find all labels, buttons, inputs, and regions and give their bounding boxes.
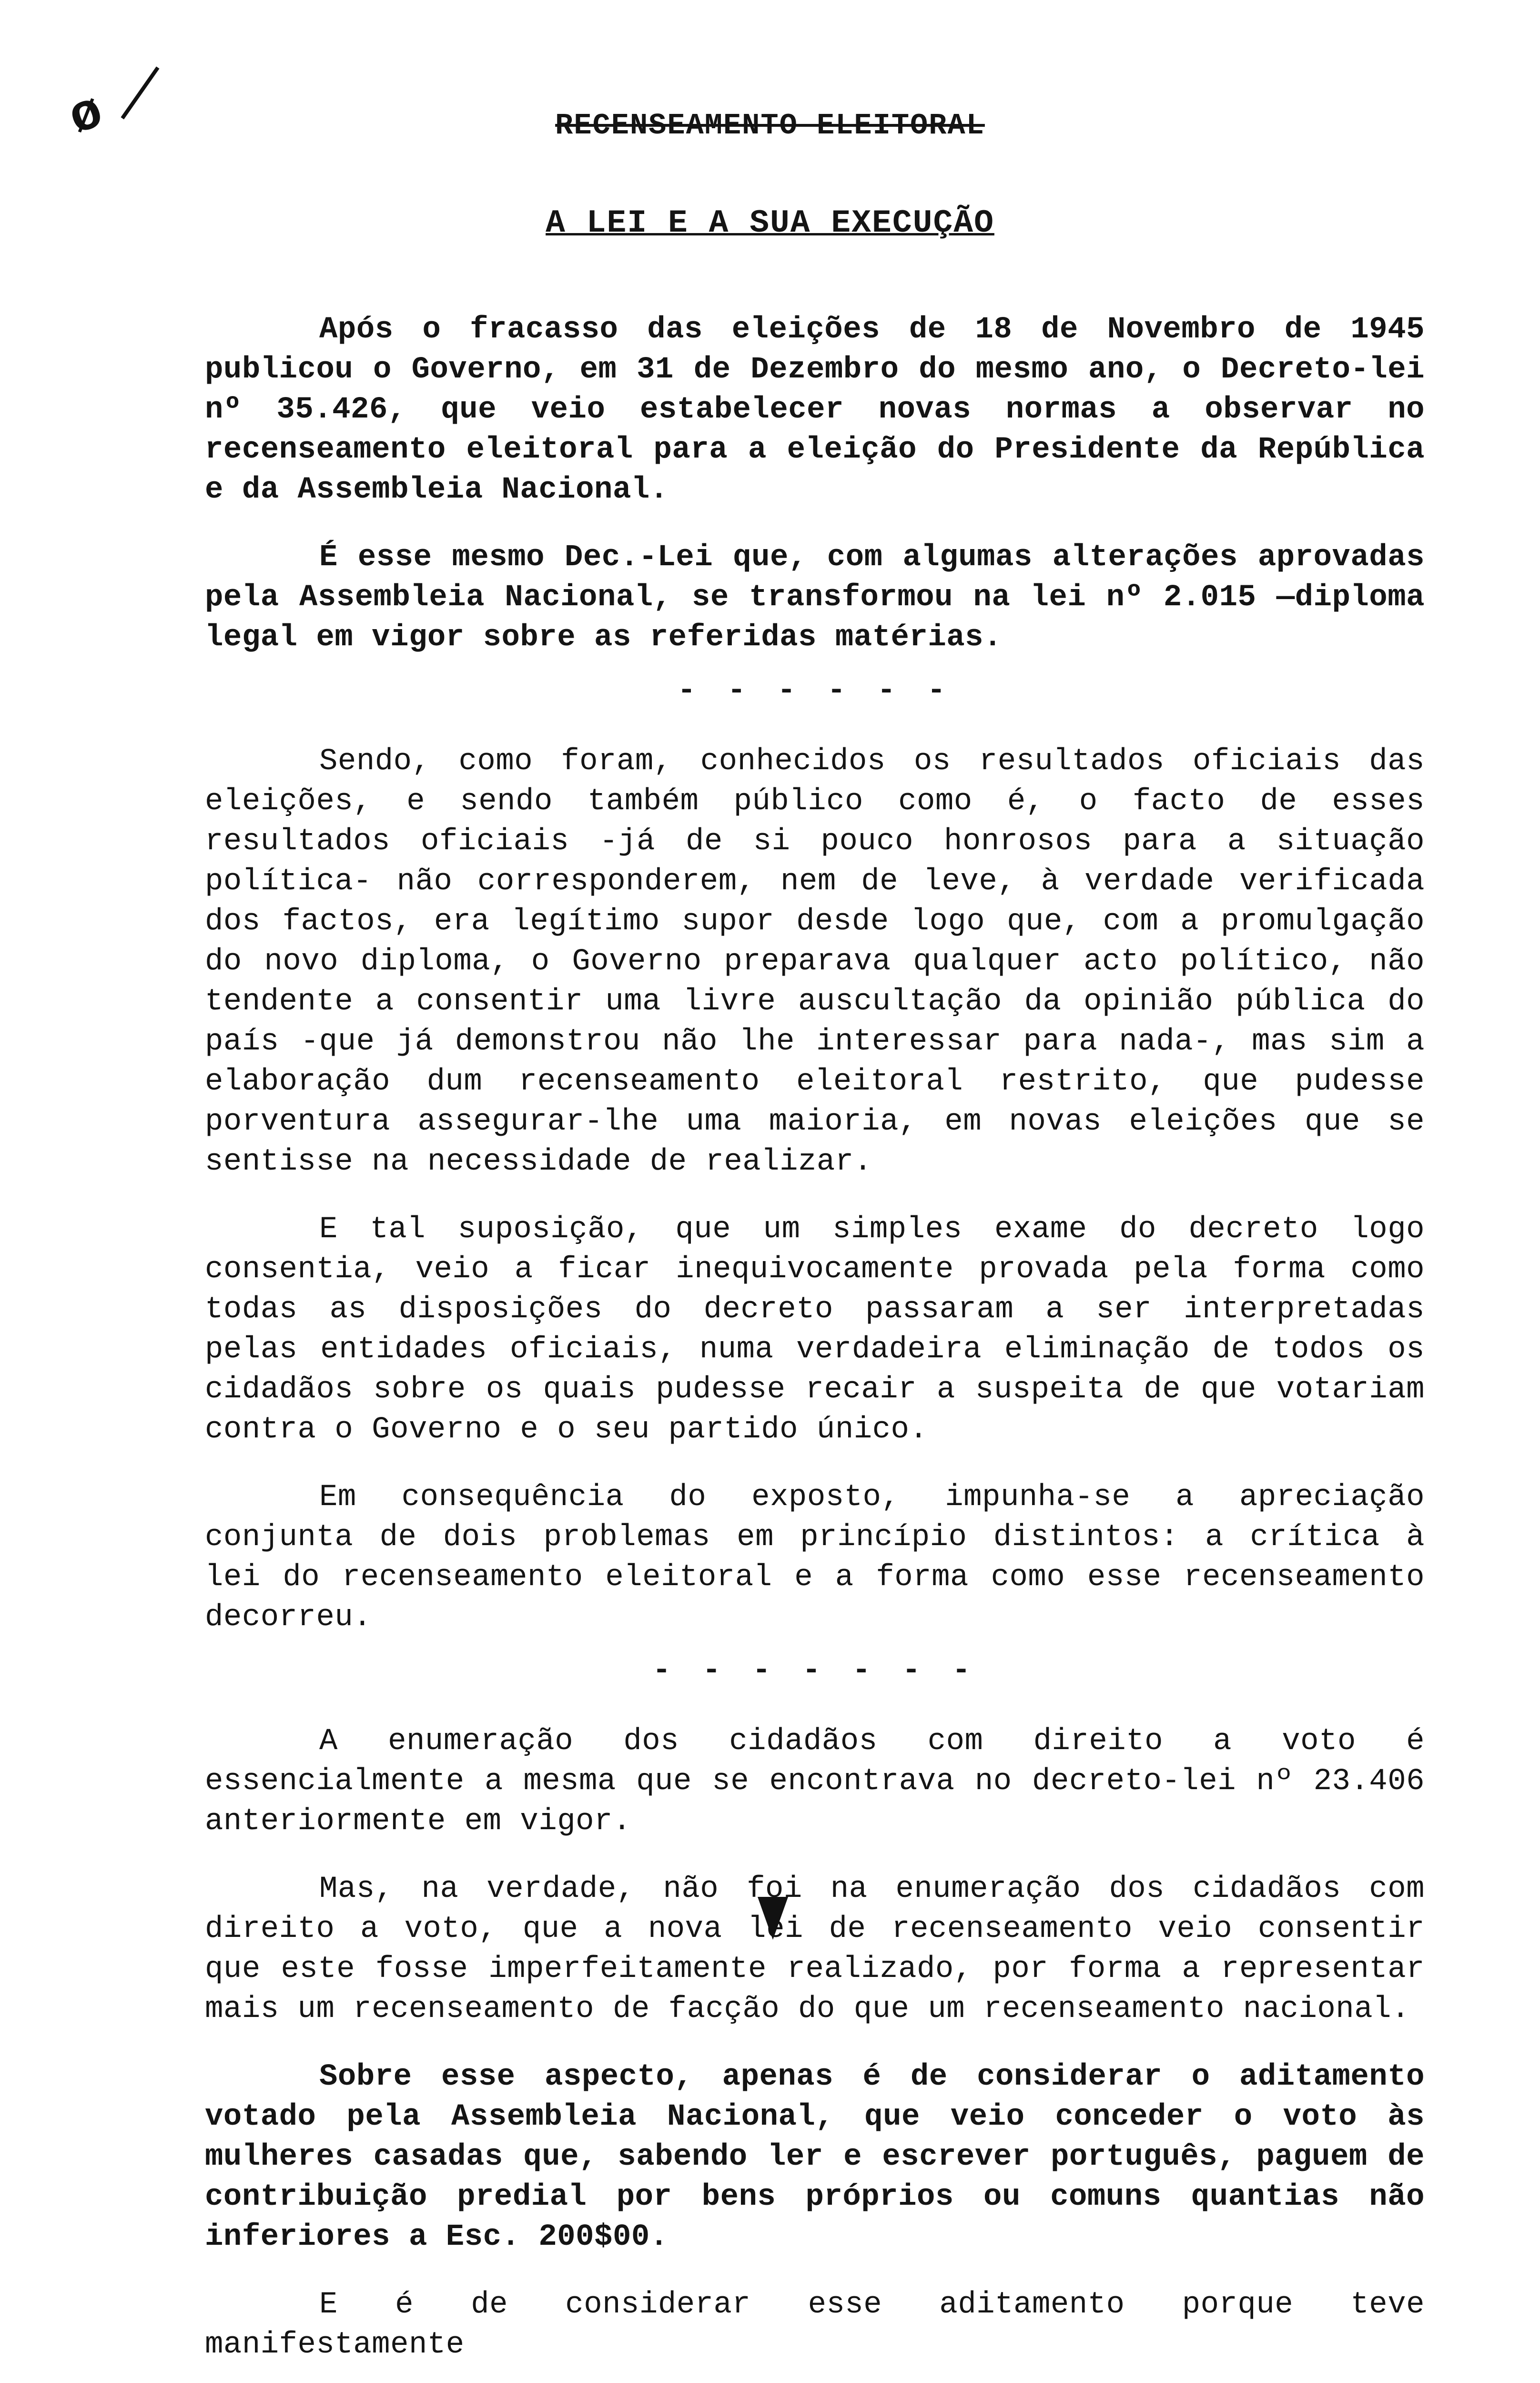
struck-header-line: RECENSEAMENTO ELEITORAL [555,109,985,143]
paragraph-4: E tal suposição, que um simples exame do decreto logo consentia, veio a ficar inequivocamente provada pela forma como todas as disposições do decreto passaram a ser interpretadas pelas entidades oficiais, numa verdadeira eliminação de todos os cidadãos sobre os quais pudesse recair a suspeita de que votariam contra o Governo e o seu partido único. [205,1212,1425,1447]
paragraph-8: Sobre esse aspecto, apenas é de considerar o aditamento votado pela Assembleia Nacional, que veio conceder o voto às mulheres casadas que, sabendo ler e escrever português, paguem de contribuição predial por bens próprios ou comuns quantias não inferiores a Esc. 200$00. [205,2060,1425,2254]
section-separator-2: - - - - - - - [652,1654,977,1688]
paragraph-3: Sendo, como foram, conhecidos os resultados oficiais das eleições, e sendo também público como é, o facto de esses resultados oficiais -já de si pouco honrosos para a situação política- não corresponderem, nem de leve, à verdade verificada dos factos, era legítimo supor desde logo que, com a promulgação do novo diploma, o Governo preparava qualquer acto político, não tendente a consentir uma livre auscultação da opinião pública do país -que já demonstrou não lhe interessar para nada-, mas sim a elaboração dum recenseamento eleitoral restrito, que pudesse porventura assegurar-lhe uma maioria, em novas eleições que se sentisse na necessidade de realizar. [205,744,1425,1179]
ink-blot-icon [758,1897,788,1940]
document-body [205,310,1425,2383]
paragraph-5: Em consequência do exposto, impunha-se a apreciação conjunta de dois problemas em princípio distintos: a crítica à lei do recenseamento eleitoral e a forma como esse recenseamento decorreu. [205,1480,1425,1635]
paragraph-6: A enumeração dos cidadãos com direito a voto é essencialmente a mesma que se encontrava no decreto-lei nº 23.406 anteriormente em vigor. [205,1724,1425,1839]
paragraph-2: É esse mesmo Dec.-Lei que, com algumas alterações aprovadas pela Assembleia Nacional, se transformou na lei nº 2.015 —diploma legal em vigor sobre as referidas matérias. [205,540,1425,655]
paragraph-9: E é de considerar esse aditamento porque teve manifestamente [205,2288,1425,2362]
paragraph-1: Após o fracasso das eleições de 18 de Novembro de 1945 publicou o Governo, em 31 de Dezembro do mesmo ano, o Decreto-lei nº 35.426, que veio estabelecer novas normas a observar no recenseamento eleitoral para a eleição do Presidente da República e da Assembleia Nacional. [205,313,1425,507]
handwritten-mark: ø [61,82,111,149]
section-separator-1: - - - - - - [677,674,952,708]
document-title: A LEI E A SUA EXECUÇÃO [546,205,994,242]
paragraph-7: Mas, na verdade, não foi na enumeração dos cidadãos com direito a voto, que a nova lei de recenseamento veio consentir que este fosse imperfeitamente realizado, por forma a representar mais um recenseamento de facção do que um recenseamento nacional. [205,1872,1425,2027]
